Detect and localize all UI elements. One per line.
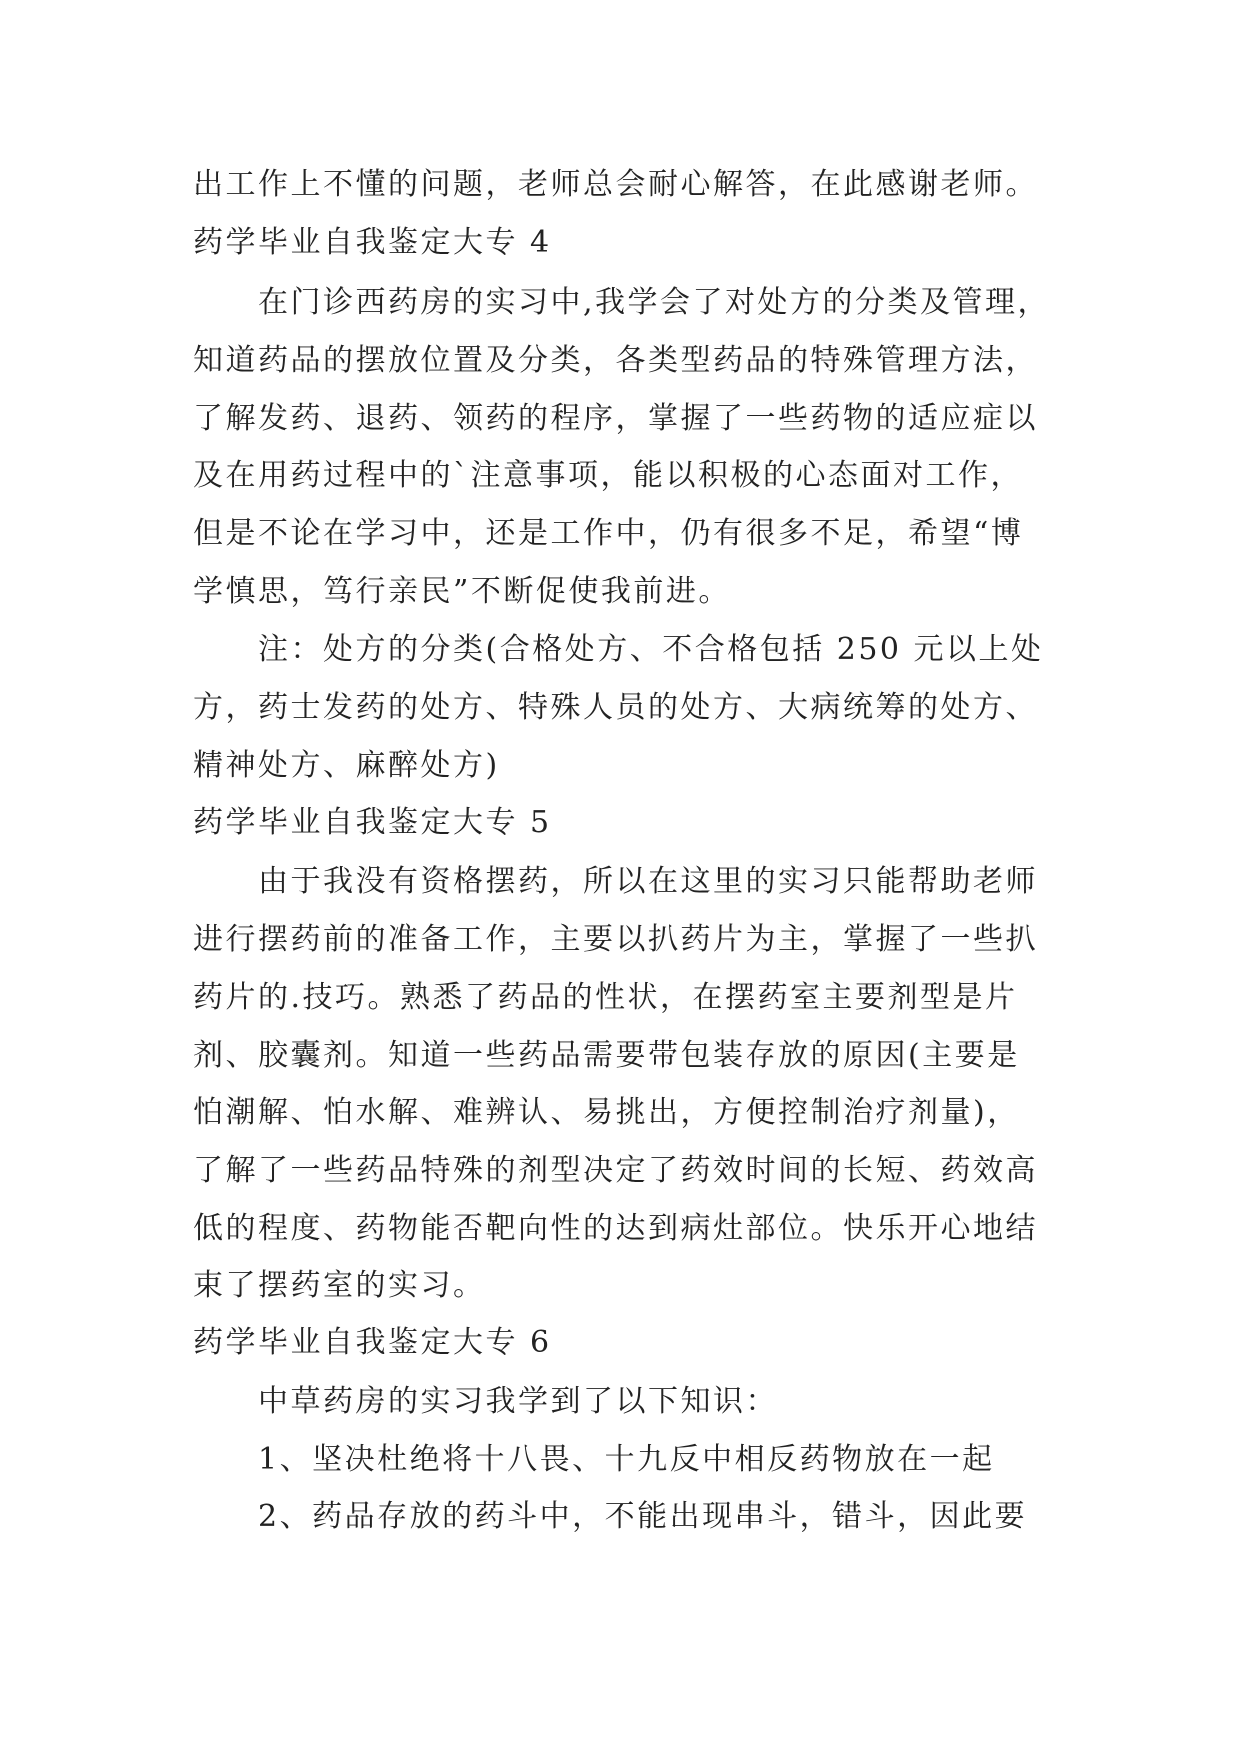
text-line: 方，药士发药的处方、特殊人员的处方、大病统筹的处方、 (193, 690, 1038, 725)
text-line: 在门诊西药房的实习中,我学会了对处方的分类及管理， (258, 285, 1051, 320)
text-line: 学慎思，笃行亲民”不断促使我前进。 (193, 574, 731, 609)
text-line: 但是不论在学习中，还是工作中，仍有很多不足，希望“博 (193, 516, 1024, 551)
text-line: 了解了一些药品特殊的剂型决定了药效时间的长短、药效高 (193, 1153, 1038, 1188)
text-line: 注：处方的分类(合格处方、不合格包括 250 元以上处 (258, 632, 1044, 667)
section-heading: 药学毕业自我鉴定大专 6 (193, 1325, 552, 1360)
text-line: 怕潮解、怕水解、难辨认、易挑出，方便控制治疗剂量)， (193, 1095, 1020, 1130)
text-line: 药片的.技巧。熟悉了药品的性状，在摆药室主要剂型是片 (193, 980, 1018, 1015)
section-heading: 药学毕业自我鉴定大专 4 (193, 225, 552, 260)
text-line: 精神处方、麻醉处方) (193, 748, 500, 783)
text-line: 由于我没有资格摆药，所以在这里的实习只能帮助老师 (258, 864, 1038, 899)
text-line: 束了摆药室的实习。 (193, 1268, 486, 1303)
list-item: 1、坚决杜绝将十八畏、十九反中相反药物放在一起 (258, 1442, 995, 1477)
text-line: 了解发药、退药、领药的程序，掌握了一些药物的适应症以 (193, 401, 1038, 436)
text-line: 知道药品的摆放位置及分类，各类型药品的特殊管理方法， (193, 343, 1038, 378)
section-heading: 药学毕业自我鉴定大专 5 (193, 805, 552, 840)
text-line: 中草药房的实习我学到了以下知识： (258, 1384, 778, 1419)
list-item: 2、药品存放的药斗中，不能出现串斗，错斗，因此要 (258, 1499, 1028, 1534)
text-line: 低的程度、药物能否靶向性的达到病灶部位。快乐开心地结 (193, 1211, 1038, 1246)
text-line: 剂、胶囊剂。知道一些药品需要带包装存放的原因(主要是 (193, 1038, 1020, 1073)
text-line: 出工作上不懂的问题，老师总会耐心解答，在此感谢老师。 (193, 167, 1038, 202)
text-line: 进行摆药前的准备工作，主要以扒药片为主，掌握了一些扒 (193, 922, 1038, 957)
text-line: 及在用药过程中的`注意事项，能以积极的心态面对工作， (193, 458, 1023, 493)
